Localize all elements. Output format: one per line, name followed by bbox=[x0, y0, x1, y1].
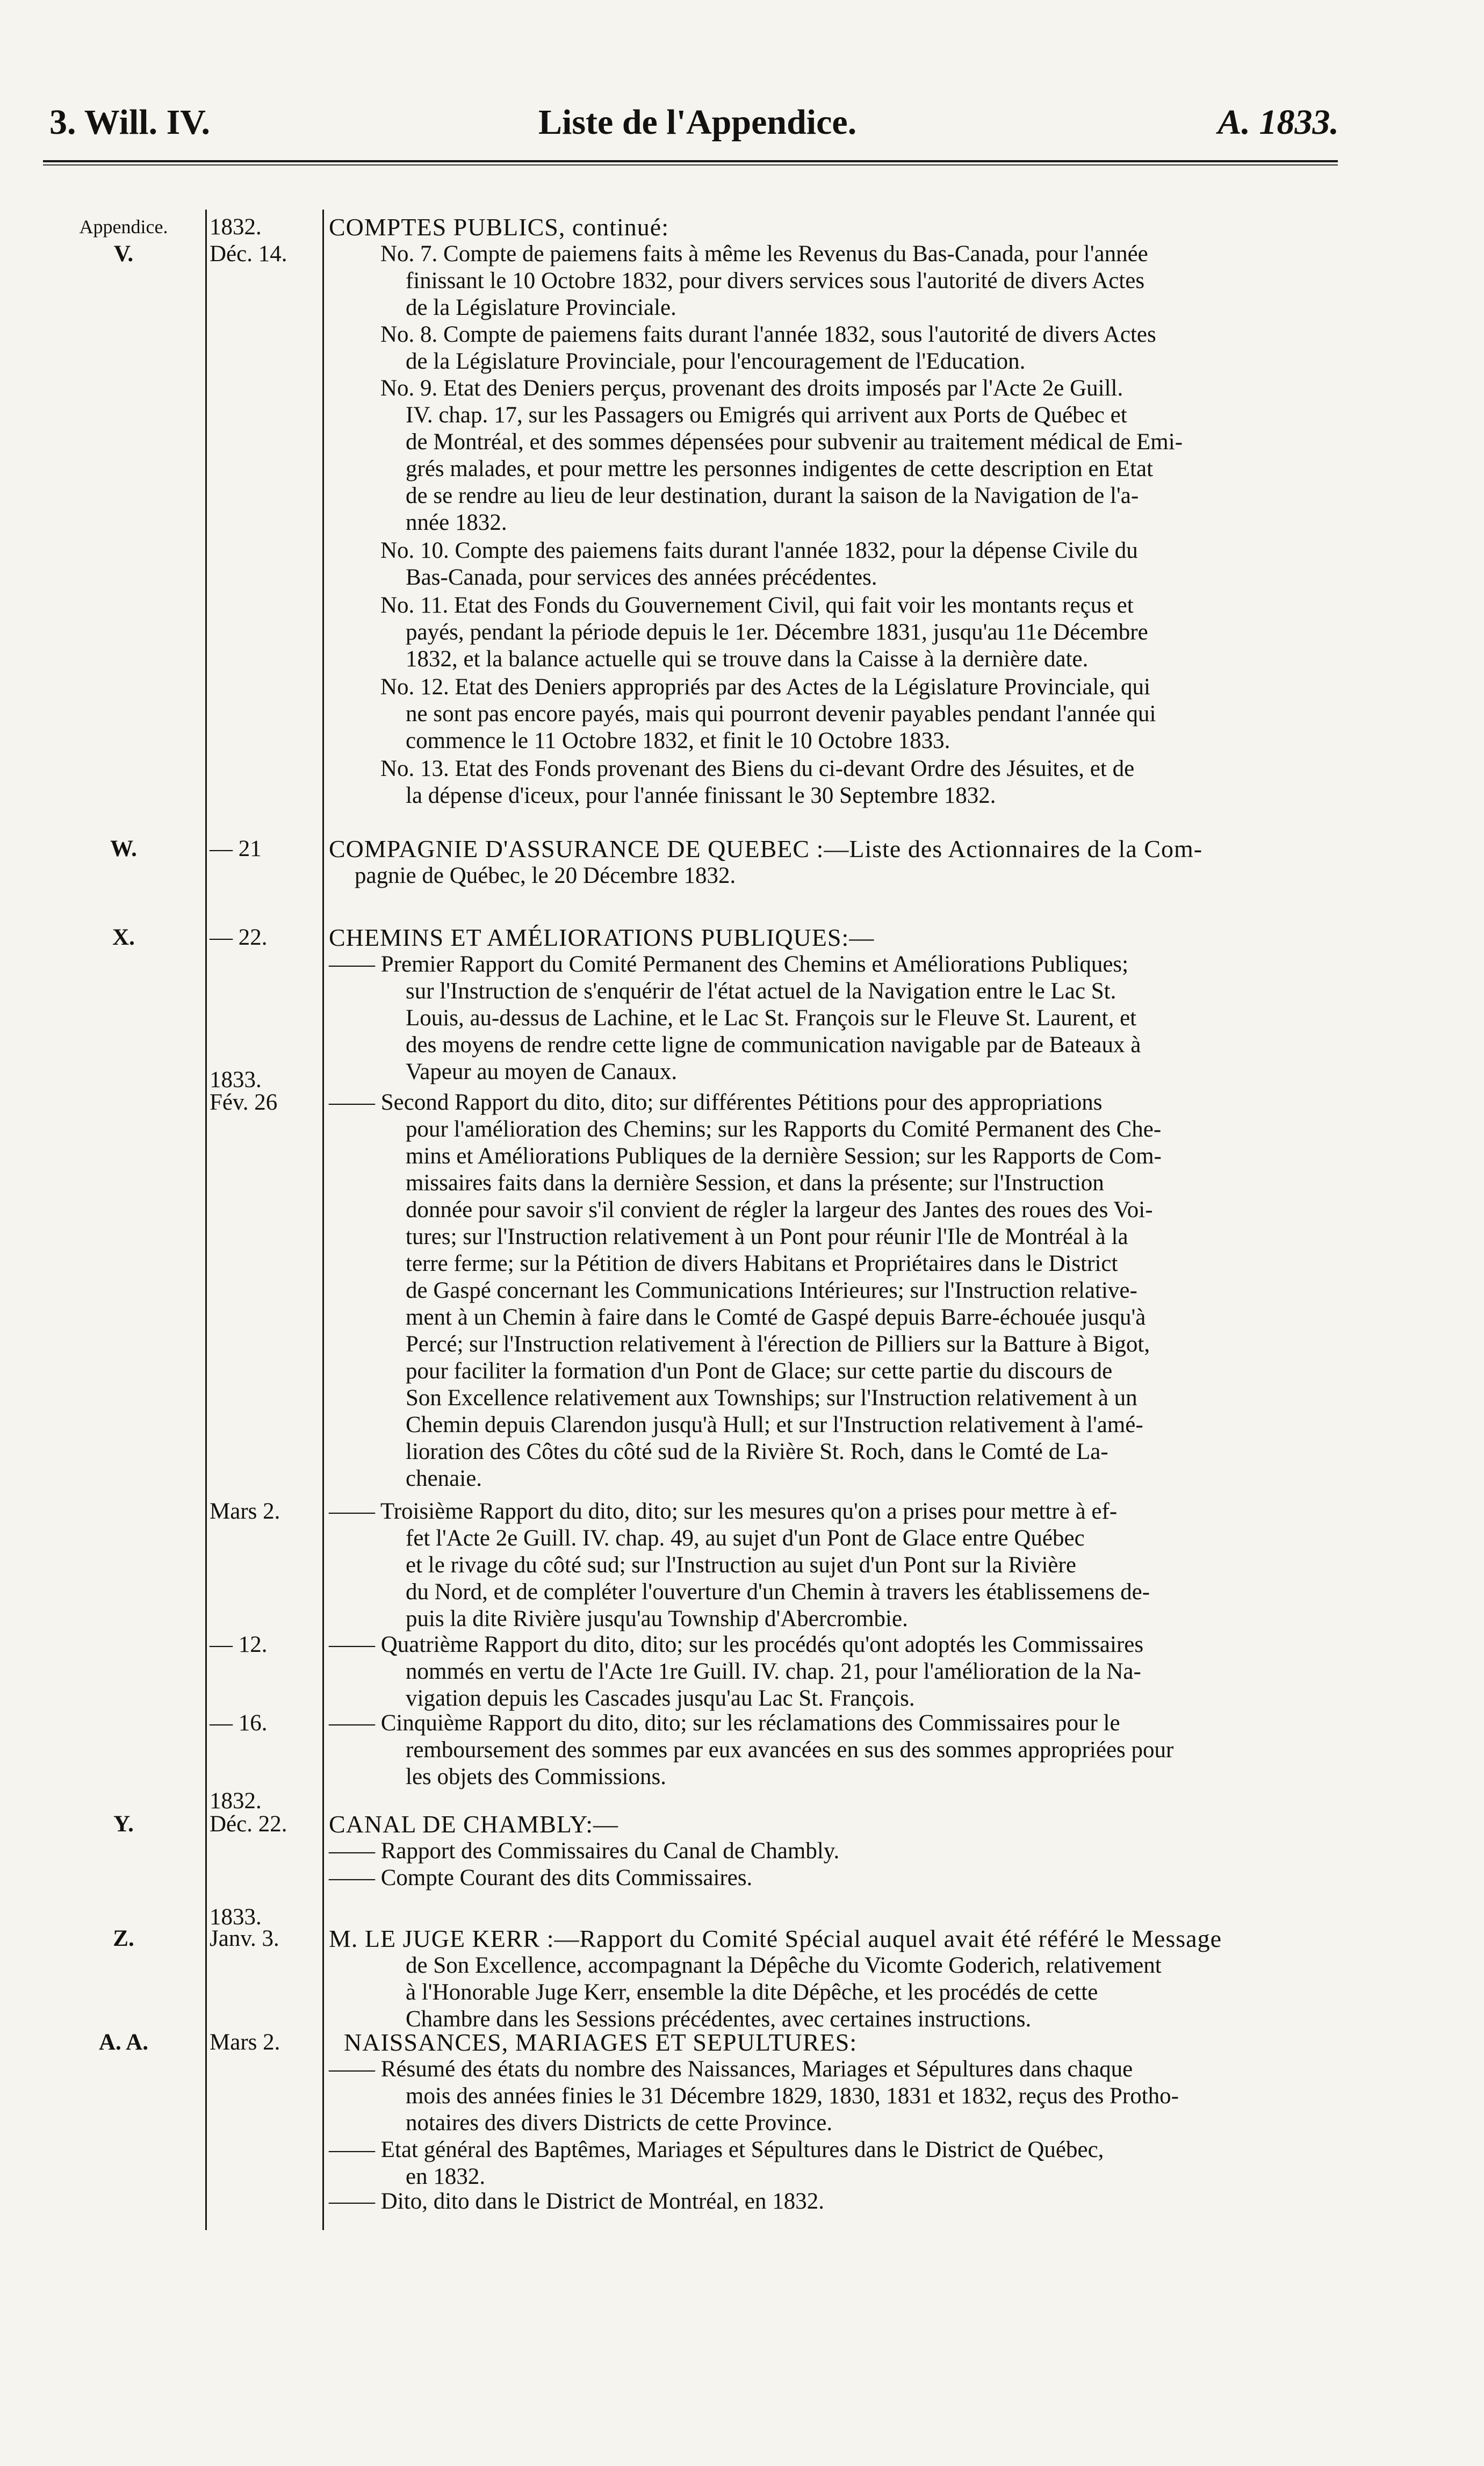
entry-line: de Montréal, et des sommes dépensées pour subvenir au traitement médical de Emi- bbox=[406, 429, 1183, 455]
entry-line: lioration des Côtes du côté sud de la Rivière St. Roch, dans le Comté de La- bbox=[406, 1439, 1108, 1464]
entry-line: pour faciliter la formation d'un Pont de Glace; sur cette partie du discours de bbox=[406, 1358, 1113, 1384]
section-heading: M. LE JUGE KERR :—Rapport du Comité Spécial auquel avait été référé le Message bbox=[329, 1925, 1222, 1952]
column-divider-2 bbox=[322, 210, 324, 2230]
entry-line: fet l'Acte 2e Guill. IV. chap. 49, au sujet d'un Pont de Glace entre Québec bbox=[406, 1526, 1085, 1551]
entry-line: Son Excellence relativement aux Townships; sur l'Instruction relativement à un bbox=[406, 1385, 1137, 1411]
entry-line: Vapeur au moyen de Canaux. bbox=[406, 1059, 678, 1084]
entry-line: ment à un Chemin à faire dans le Comté de Gaspé depuis Barre-échouée jusqu'à bbox=[406, 1305, 1146, 1330]
entry-date: Mars 2. bbox=[210, 1499, 280, 1524]
entry-line: de la Législature Provinciale. bbox=[406, 295, 676, 320]
entry-line: —— Etat général des Baptêmes, Mariages et Sépultures dans le District de Québec, bbox=[329, 2137, 1104, 2162]
entry-date: — 12. bbox=[210, 1632, 268, 1657]
entry-line: Chambre dans les Sessions précédentes, avec certaines instructions. bbox=[406, 2007, 1032, 2032]
entry-line: en 1832. bbox=[406, 2164, 486, 2189]
appendix-letter: Z. bbox=[113, 1926, 134, 1951]
entry-line: payés, pendant la période depuis le 1er. Décembre 1831, jusqu'au 11e Décembre bbox=[406, 620, 1148, 645]
entry-line: commence le 11 Octobre 1832, et finit le 10 Octobre 1833. bbox=[406, 728, 950, 753]
entry-date: Janv. 3. bbox=[210, 1926, 279, 1951]
entry-line: les objets des Commissions. bbox=[406, 1764, 666, 1789]
entry-line: Louis, au-dessus de Lachine, et le Lac St. François sur le Fleuve St. Laurent, et bbox=[406, 1005, 1137, 1031]
entry-date: 1832. bbox=[210, 214, 262, 240]
entry-line: —— Dito, dito dans le District de Montréal, en 1832. bbox=[329, 2189, 824, 2214]
entry-line: —— Second Rapport du dito, dito; sur différentes Pétitions pour des appropriations bbox=[329, 1090, 1103, 1115]
page-header bbox=[49, 102, 1339, 150]
entry-line: IV. chap. 17, sur les Passagers ou Emigrés qui arrivent aux Ports de Québec et bbox=[406, 402, 1127, 428]
entry-date: — 22. bbox=[210, 925, 268, 950]
section-heading: CANAL DE CHAMBLY:— bbox=[329, 1810, 619, 1838]
entry-line: No. 13. Etat des Fonds provenant des Biens du ci-devant Ordre des Jésuites, et de bbox=[380, 756, 1135, 781]
entry-date: — 21 bbox=[210, 836, 262, 861]
entry-line: —— Rapport des Commissaires du Canal de Chambly. bbox=[329, 1838, 840, 1864]
entry-line: chenaie. bbox=[406, 1466, 482, 1491]
appendix-letter: A. A. bbox=[99, 2030, 148, 2055]
section-heading: COMPTES PUBLICS, continué: bbox=[329, 213, 669, 241]
header-title: Liste de l'Appendice. bbox=[538, 103, 857, 142]
entry-line: tures; sur l'Instruction relativement à un Pont pour réunir l'Ile de Montréal à la bbox=[406, 1224, 1128, 1249]
entry-line: pagnie de Québec, le 20 Décembre 1832. bbox=[355, 863, 736, 888]
entry-line: puis la dite Rivière jusqu'au Township d'Abercrombie. bbox=[406, 1606, 908, 1631]
entry-date: Mars 2. bbox=[210, 2030, 280, 2055]
entry-date: Déc. 22. bbox=[210, 1811, 287, 1837]
entry-line: No. 9. Etat des Deniers perçus, provenant des droits imposés par l'Acte 2e Guill. bbox=[380, 376, 1123, 401]
entry-line: de Son Excellence, accompagnant la Dépêche du Vicomte Goderich, relativement bbox=[406, 1953, 1162, 1978]
entry-line: remboursement des sommes par eux avancées en sus des sommes appropriées pour bbox=[406, 1737, 1174, 1763]
entry-date: Déc. 14. bbox=[210, 241, 287, 267]
section-heading: CHEMINS ET AMÉLIORATIONS PUBLIQUES:— bbox=[329, 924, 875, 951]
entry-date: 1833. bbox=[210, 1904, 262, 1930]
entry-line: de la Législature Provinciale, pour l'encouragement de l'Education. bbox=[406, 349, 1026, 374]
entry-line: à l'Honorable Juge Kerr, ensemble la dite Dépêche, et les procédés de cette bbox=[406, 1980, 1098, 2005]
entry-date: Fév. 26 bbox=[210, 1090, 278, 1115]
header-rule-thin bbox=[43, 164, 1338, 166]
entry-line: mois des années finies le 31 Décembre 1829, 1830, 1831 et 1832, reçus des Protho- bbox=[406, 2083, 1179, 2109]
entry-line: No. 11. Etat des Fonds du Gouvernement Civil, qui fait voir les montants reçus et bbox=[380, 593, 1134, 618]
column-divider-1 bbox=[205, 210, 207, 2230]
entry-line: ne sont pas encore payés, mais qui pourront devenir payables pendant l'année qui bbox=[406, 701, 1156, 727]
entry-line: donnée pour savoir s'il convient de régler la largeur des Jantes des roues des Voi- bbox=[406, 1197, 1153, 1223]
entry-line: —— Résumé des états du nombre des Naissances, Mariages et Sépultures dans chaque bbox=[329, 2057, 1133, 2082]
entry-line: grés malades, et pour mettre les personnes indigentes de cette description en Etat bbox=[406, 456, 1154, 481]
entry-line: des moyens de rendre cette ligne de communication navigable par de Bateaux à bbox=[406, 1032, 1141, 1058]
entry-line: notaires des divers Districts de cette Province. bbox=[406, 2110, 833, 2136]
entry-line: —— Cinquième Rapport du dito, dito; sur les réclamations des Commissaires pour le bbox=[329, 1710, 1120, 1736]
entry-line: et le rivage du côté sud; sur l'Instruction au sujet d'un Pont sur la Rivière bbox=[406, 1552, 1076, 1578]
entry-line: —— Premier Rapport du Comité Permanent des Chemins et Améliorations Publiques; bbox=[329, 952, 1129, 977]
header-rule bbox=[43, 160, 1338, 162]
appendix-letter: X. bbox=[112, 925, 135, 950]
appendix-letter: V. bbox=[113, 241, 134, 267]
entry-line: de Gaspé concernant les Communications Intérieures; sur l'Instruction relative- bbox=[406, 1278, 1137, 1303]
section-heading: COMPAGNIE D'ASSURANCE DE QUEBEC :—Liste des Actionnaires de la Com- bbox=[329, 835, 1203, 862]
section-heading: NAISSANCES, MARIAGES ET SEPULTURES: bbox=[344, 2029, 858, 2056]
header-year: A. 1833. bbox=[1218, 103, 1339, 142]
header-session: 3. Will. IV. bbox=[49, 103, 210, 142]
entry-line: sur l'Instruction de s'enquérir de l'état actuel de la Navigation entre le Lac St. bbox=[406, 979, 1116, 1004]
entry-line: nommés en vertu de l'Acte 1re Guill. IV. chap. 21, pour l'amélioration de la Na- bbox=[406, 1659, 1141, 1684]
entry-line: No. 8. Compte de paiemens faits durant l'année 1832, sous l'autorité de divers Actes bbox=[380, 322, 1156, 347]
entry-line: du Nord, et de compléter l'ouverture d'un Chemin à travers les établissemens de- bbox=[406, 1579, 1150, 1605]
appendix-letter: Y. bbox=[113, 1811, 134, 1837]
entry-line: No. 10. Compte des paiemens faits durant l'année 1832, pour la dépense Civile du bbox=[380, 538, 1138, 563]
entry-line: 1832, et la balance actuelle qui se trouve dans la Caisse à la dernière date. bbox=[406, 646, 1089, 672]
entry-line: finissant le 10 Octobre 1832, pour divers services sous l'autorité de divers Actes bbox=[406, 268, 1145, 293]
entry-line: nnée 1832. bbox=[406, 510, 507, 535]
entry-line: pour l'amélioration des Chemins; sur les Rapports du Comité Permanent des Che- bbox=[406, 1117, 1162, 1142]
entry-line: —— Troisième Rapport du dito, dito; sur les mesures qu'on a prises pour mettre à ef- bbox=[329, 1499, 1118, 1524]
entry-line: Chemin depuis Clarendon jusqu'à Hull; et sur l'Instruction relativement à l'amé- bbox=[406, 1412, 1143, 1437]
appendix-letter: W. bbox=[110, 836, 137, 861]
entry-line: No. 12. Etat des Deniers appropriés par des Actes de la Législature Provinciale, qui bbox=[380, 674, 1150, 700]
entry-line: missaires faits dans la dernière Session, et dans la présente; sur l'Instruction bbox=[406, 1170, 1104, 1196]
entry-line: —— Quatrième Rapport du dito, dito; sur les procédés qu'ont adoptés les Commissaires bbox=[329, 1632, 1144, 1657]
entry-line: —— Compte Courant des dits Commissaires. bbox=[329, 1865, 753, 1890]
entry-line: mins et Améliorations Publiques de la dernière Session; sur les Rapports de Com- bbox=[406, 1144, 1162, 1169]
entry-date: 1833. bbox=[210, 1067, 262, 1092]
entry-line: la dépense d'iceux, pour l'année finissant le 30 Septembre 1832. bbox=[406, 783, 996, 808]
entry-date: 1832. bbox=[210, 1788, 262, 1814]
appendix-column-label: Appendice. bbox=[79, 216, 168, 238]
entry-line: vigation depuis les Cascades jusqu'au Lac St. François. bbox=[406, 1686, 915, 1711]
entry-line: terre ferme; sur la Pétition de divers Habitans et Propriétaires dans le District bbox=[406, 1251, 1118, 1276]
entry-line: No. 7. Compte de paiemens faits à même les Revenus du Bas-Canada, pour l'année bbox=[380, 241, 1148, 267]
entry-line: Bas-Canada, pour services des années précédentes. bbox=[406, 565, 877, 590]
entry-date: — 16. bbox=[210, 1710, 268, 1736]
entry-line: Percé; sur l'Instruction relativement à l'érection de Pilliers sur la Batture à Bigot, bbox=[406, 1332, 1150, 1357]
entry-line: de se rendre au lieu de leur destination, durant la saison de la Navigation de l'a- bbox=[406, 483, 1139, 508]
